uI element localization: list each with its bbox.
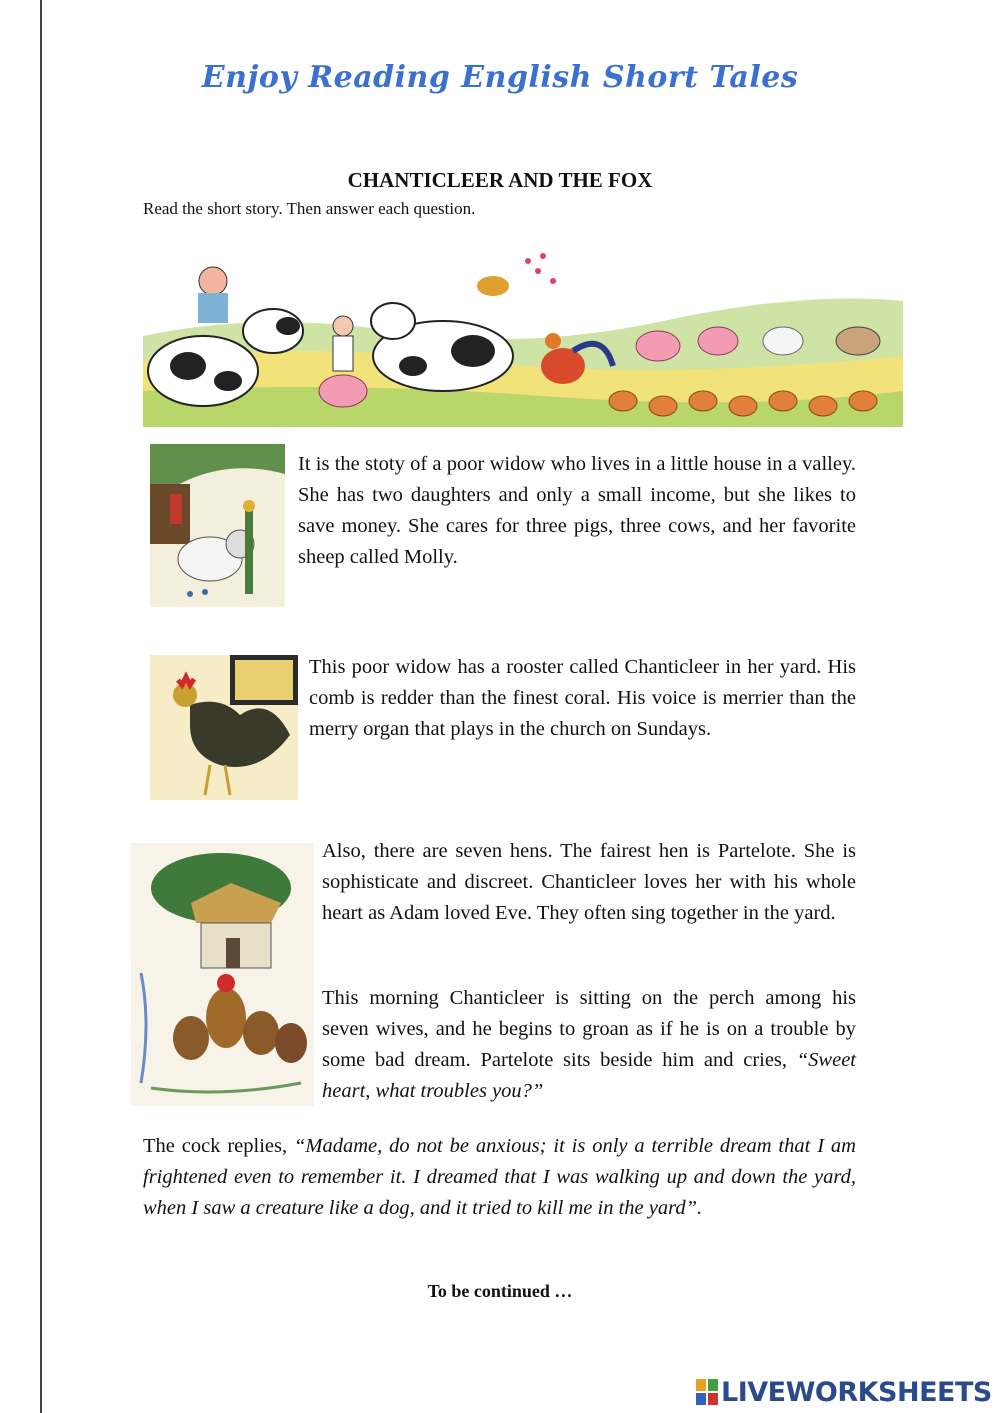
widow-sheep-illustration — [150, 444, 285, 607]
story-title: CHANTICLEER AND THE FOX — [347, 168, 653, 192]
liveworksheets-logo — [696, 1376, 992, 1408]
instruction-text: Read the short story. Then answer each question. — [143, 199, 476, 218]
paragraph-2: This poor widow has a rooster called Chanticleer in her yard. His comb is redder than the finest coral. His voice is merrier than the merry organ that plays in the church on Sundays. — [309, 656, 856, 740]
liveworksheets-logo-icon — [696, 1379, 718, 1405]
paragraph-5 — [143, 1131, 856, 1224]
left-margin-rule — [40, 0, 42, 1413]
worksheet-banner-title: Enjoy Reading English Short Tales — [201, 60, 799, 95]
paragraph-1: It is the stoty of a poor widow who lives in a little house in a valley. She has two daughters and only a small income, but she likes to save money. She cares for three pigs, three cows, and her favorite sheep called Molly. — [298, 453, 856, 568]
paragraph-4-text: This morning Chanticleer is sitting on the perch among his seven wives, and he begins to groan as if he is on a trouble by some bad dream. Partelote sits beside him and cries, — [322, 987, 856, 1071]
liveworksheets-logo-text: LIVEWORKSHEETS — [721, 1376, 992, 1408]
paragraph-4-quote: “Sweet heart, what troubles you?” — [322, 1049, 856, 1102]
paragraph-4 — [322, 983, 856, 1107]
farm-animals-illustration — [143, 241, 903, 427]
cottage-hens-illustration — [131, 843, 314, 1106]
paragraph-3: Also, there are seven hens. The fairest hen is Partelote. She is sophisticate and discreet. Chanticleer loves her with his whole heart as Adam loved Eve. They often sing together in the yard. — [322, 840, 856, 924]
to-be-continued-text: To be continued … — [427, 1281, 573, 1301]
paragraph-5-quote: “Madame, do not be anxious; it is only a terrible dream that I am frightened even to remember it. I dreamed that I was walking up and down the yard, when I saw a creature like a dog, and it tried to kill me in the yard”. — [143, 1135, 856, 1219]
rooster-illustration — [150, 655, 298, 800]
paragraph-5-text: The cock replies, — [143, 1135, 295, 1157]
